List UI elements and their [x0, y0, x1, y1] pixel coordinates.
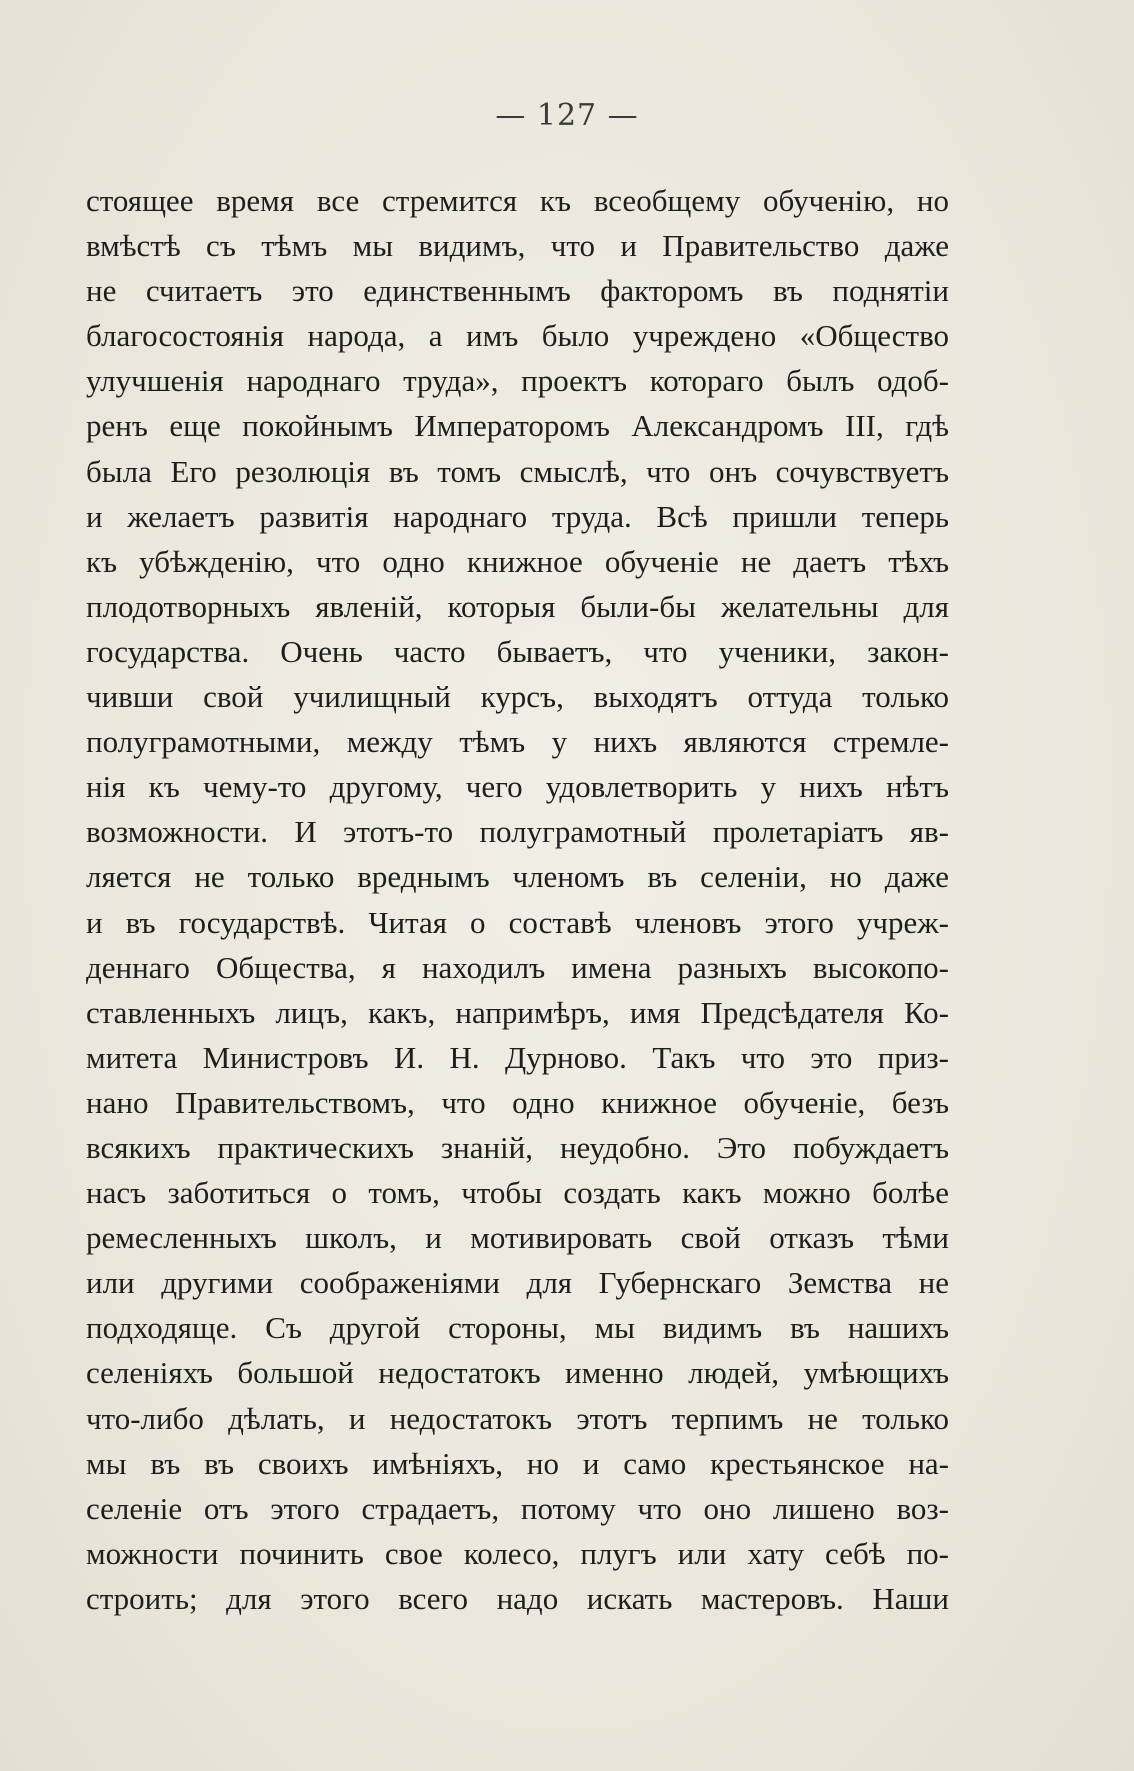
text-line: насъ заботиться о томъ, чтобы создать какъ можно болѣе: [86, 1175, 949, 1211]
text-line: ремесленныхъ школъ, и мотивировать свой отказъ тѣми: [86, 1220, 949, 1256]
text-line: стоящее время все стремится къ всеобщему обученію, но: [86, 183, 949, 218]
body-text: [86, 178, 949, 1621]
text-line: деннаго Общества, я находилъ имена разныхъ высокопо-: [86, 949, 949, 985]
text-line: подходяще. Съ другой стороны, мы видимъ въ нашихъ: [86, 1310, 949, 1346]
text-line: ляется не только вреднымъ членомъ въ селеніи, но даже: [86, 859, 949, 895]
text-line: строить; для этого всего надо искать мастеровъ. Наши: [86, 1580, 949, 1616]
text-line: чивши свой училищный курсъ, выходятъ оттуда только: [86, 679, 949, 715]
text-line: ренъ еще покойнымъ Императоромъ Александромъ III, гдѣ: [86, 408, 949, 444]
text-line: или другими соображеніями для Губернскаго Земства не: [86, 1265, 949, 1301]
text-line: всякихъ практическихъ знаній, неудобно. Это побуждаетъ: [86, 1129, 949, 1165]
text-line: ставленныхъ лицъ, какъ, напримѣръ, имя Предсѣдателя Ко-: [86, 994, 949, 1030]
text-line: мы въ въ своихъ имѣніяхъ, но и само крестьянское на-: [86, 1445, 949, 1481]
text-line: нано Правительствомъ, что одно книжное обученіе, безъ: [86, 1084, 949, 1120]
text-line: нія къ чему-то другому, чего удовлетворить у нихъ нѣтъ: [86, 769, 949, 805]
text-line: улучшенія народнаго труда», проектъ котораго былъ одоб-: [86, 363, 949, 399]
text-line: не считаетъ это единственнымъ факторомъ въ поднятіи: [86, 273, 949, 309]
text-line: благосостоянія народа, а имъ было учреждено «Общество: [86, 318, 949, 354]
text-line: вмѣстѣ съ тѣмъ мы видимъ, что и Правительство даже: [86, 228, 949, 264]
text-line: селеніе отъ этого страдаетъ, потому что оно лишено воз-: [86, 1490, 949, 1526]
text-line: полуграмотными, между тѣмъ у нихъ являются стремле-: [86, 724, 949, 760]
text-line: и въ государствѣ. Читая о составѣ членовъ этого учреж-: [86, 904, 949, 940]
text-line: къ убѣжденію, что одно книжное обученіе не даетъ тѣхъ: [86, 543, 949, 579]
text-line: возможности. И этотъ-то полуграмотный пролетаріатъ яв-: [86, 814, 949, 850]
text-line: государства. Очень часто бываетъ, что ученики, закон-: [86, 633, 949, 669]
text-line: что-либо дѣлать, и недостатокъ этотъ терпимъ не только: [86, 1400, 949, 1436]
text-line: плодотворныхъ явленій, которыя были-бы желательны для: [86, 588, 949, 624]
text-line: митета Министровъ И. Н. Дурново. Такъ что это приз-: [86, 1039, 949, 1075]
text-line: можности починить свое колесо, плугъ или хату себѣ по-: [86, 1535, 949, 1571]
text-line: была Его резолюція въ томъ смыслѣ, что онъ сочувствуетъ: [86, 453, 949, 489]
text-line: селеніяхъ большой недостатокъ именно людей, умѣющихъ: [86, 1355, 949, 1391]
page-number: — 127 —: [495, 98, 639, 133]
text-line: и желаетъ развитія народнаго труда. Всѣ пришли теперь: [86, 498, 949, 534]
